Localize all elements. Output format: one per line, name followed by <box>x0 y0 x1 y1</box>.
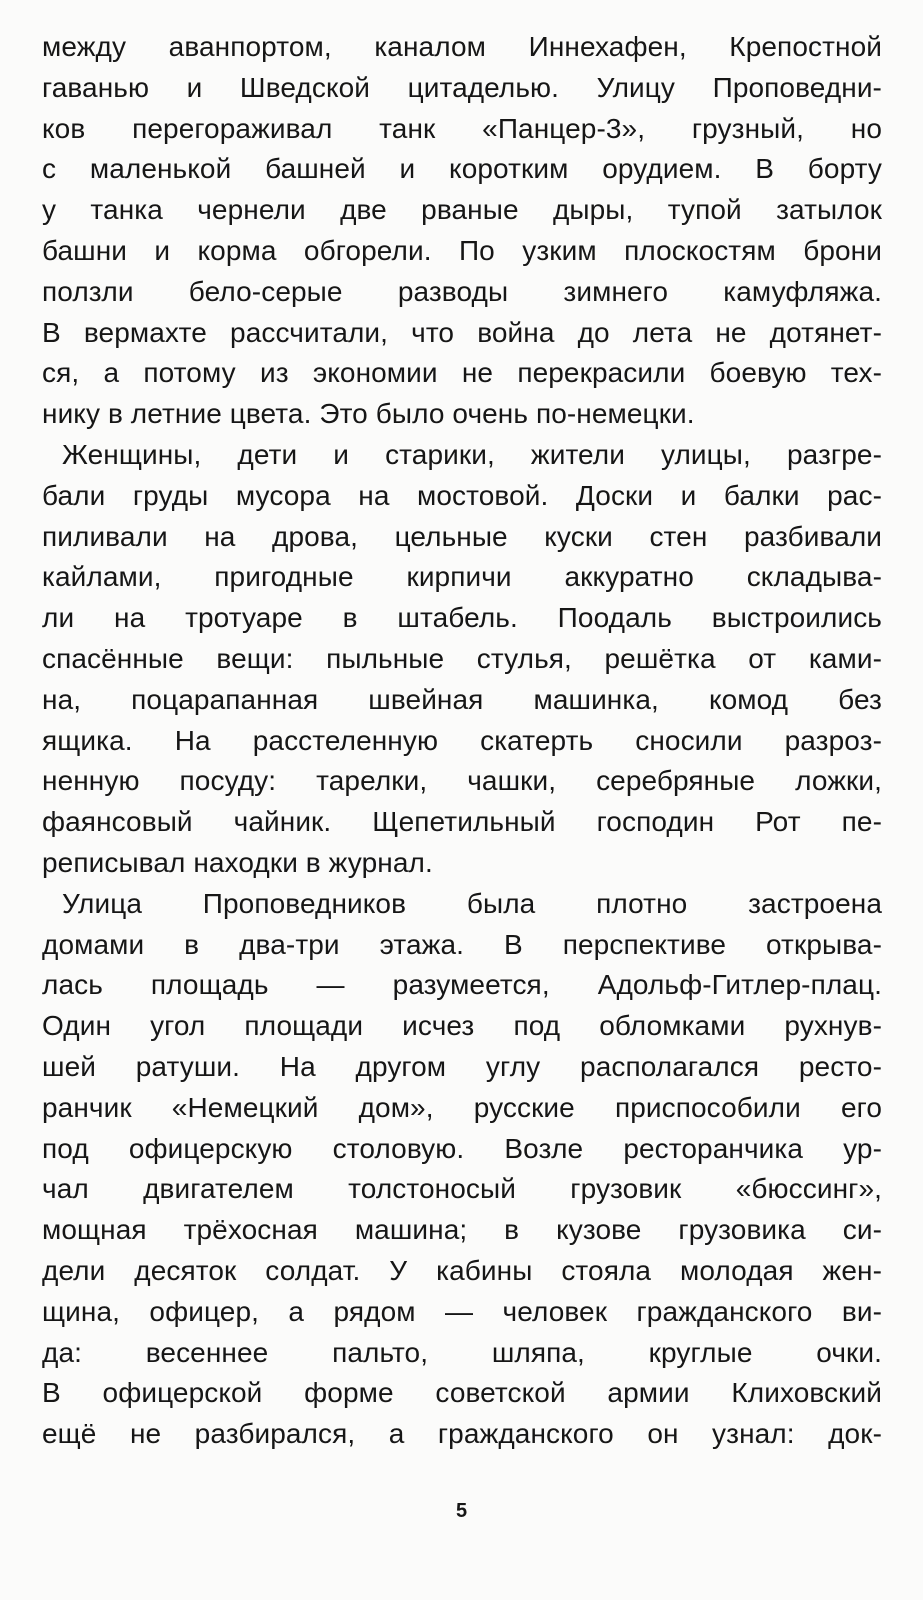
text-line: ещё не разбирался, а гражданского он узнал: док- <box>42 1418 882 1450</box>
text-line: фаянсовый чайник. Щепетильный господин Рот пе- <box>42 806 882 838</box>
text-line: Улица Проповедников была плотно застроена <box>62 887 882 919</box>
paragraph <box>42 884 882 1455</box>
text-line: лась площадь — разумеется, Адольф-Гитлер-плац. <box>42 969 882 1001</box>
text-line: пиливали на дрова, цельные куски стен разбивали <box>42 520 882 552</box>
text-line: шей ратуши. На другом углу располагался ресто- <box>42 1050 882 1082</box>
text-line: мощная трёхосная машина; в кузове грузовика си- <box>42 1214 882 1246</box>
text-line: ящика. На расстеленную скатерть сносили разроз- <box>42 724 882 756</box>
text-line: спасённые вещи: пыльные стулья, решётка от ками- <box>42 642 882 674</box>
text-line: домами в два-три этажа. В перспективе открыва- <box>42 928 882 960</box>
text-line: у танка чернели две рваные дыры, тупой затылок <box>42 194 882 226</box>
text-line: ранчик «Немецкий дом», русские приспособили его <box>42 1091 882 1123</box>
paragraph <box>42 27 882 435</box>
text-line: кайлами, пригодные кирпичи аккуратно складыва- <box>42 561 882 593</box>
text-line: ся, а потому из экономии не перекрасили боевую тех- <box>42 357 882 389</box>
text-line: Женщины, дети и старики, жители улицы, разгре- <box>62 438 882 470</box>
text-line: В вермахте рассчитали, что война до лета не дотянет- <box>42 316 882 348</box>
text-line: под офицерскую столовую. Возле ресторанчика ур- <box>42 1132 882 1164</box>
text-line: да: весеннее пальто, шляпа, круглые очки. <box>42 1336 882 1368</box>
text-line: Один угол площади исчез под обломками рухнув- <box>42 1010 882 1042</box>
text-line: с маленькой башней и коротким орудием. В борту <box>42 153 882 185</box>
text-line: ненную посуду: тарелки, чашки, серебряные ложки, <box>42 765 882 797</box>
text-line: башни и корма обгорели. По узким плоскостям брони <box>42 234 882 266</box>
text-line: нику в летние цвета. Это было очень по-немецки. <box>42 398 695 430</box>
text-line: бали груды мусора на мостовой. Доски и балки рас- <box>42 479 882 511</box>
text-line: ли на тротуаре в штабель. Поодаль выстроились <box>42 602 882 634</box>
text-line: В офицерской форме советской армии Клиховский <box>42 1377 882 1409</box>
page-number: 5 <box>455 1500 468 1522</box>
text-line: щина, офицер, а рядом — человек гражданского ви- <box>42 1295 882 1327</box>
paragraph <box>42 435 882 884</box>
text-line: ков перегораживал танк «Панцер-3», грузный, но <box>42 112 882 144</box>
text-line: на, поцарапанная швейная машинка, комод без <box>42 683 882 715</box>
page-body-text <box>42 27 882 1455</box>
text-line: между аванпортом, каналом Иннехафен, Крепостной <box>42 31 882 62</box>
text-line: гаванью и Шведской цитаделью. Улицу Проповедни- <box>42 71 882 103</box>
text-line: ползли бело-серые разводы зимнего камуфляжа. <box>42 275 882 307</box>
text-line: чал двигателем толстоносый грузовик «бюссинг», <box>42 1173 882 1205</box>
text-line: дели десяток солдат. У кабины стояла молодая жен- <box>42 1254 882 1286</box>
text-line: реписывал находки в журнал. <box>42 846 433 878</box>
